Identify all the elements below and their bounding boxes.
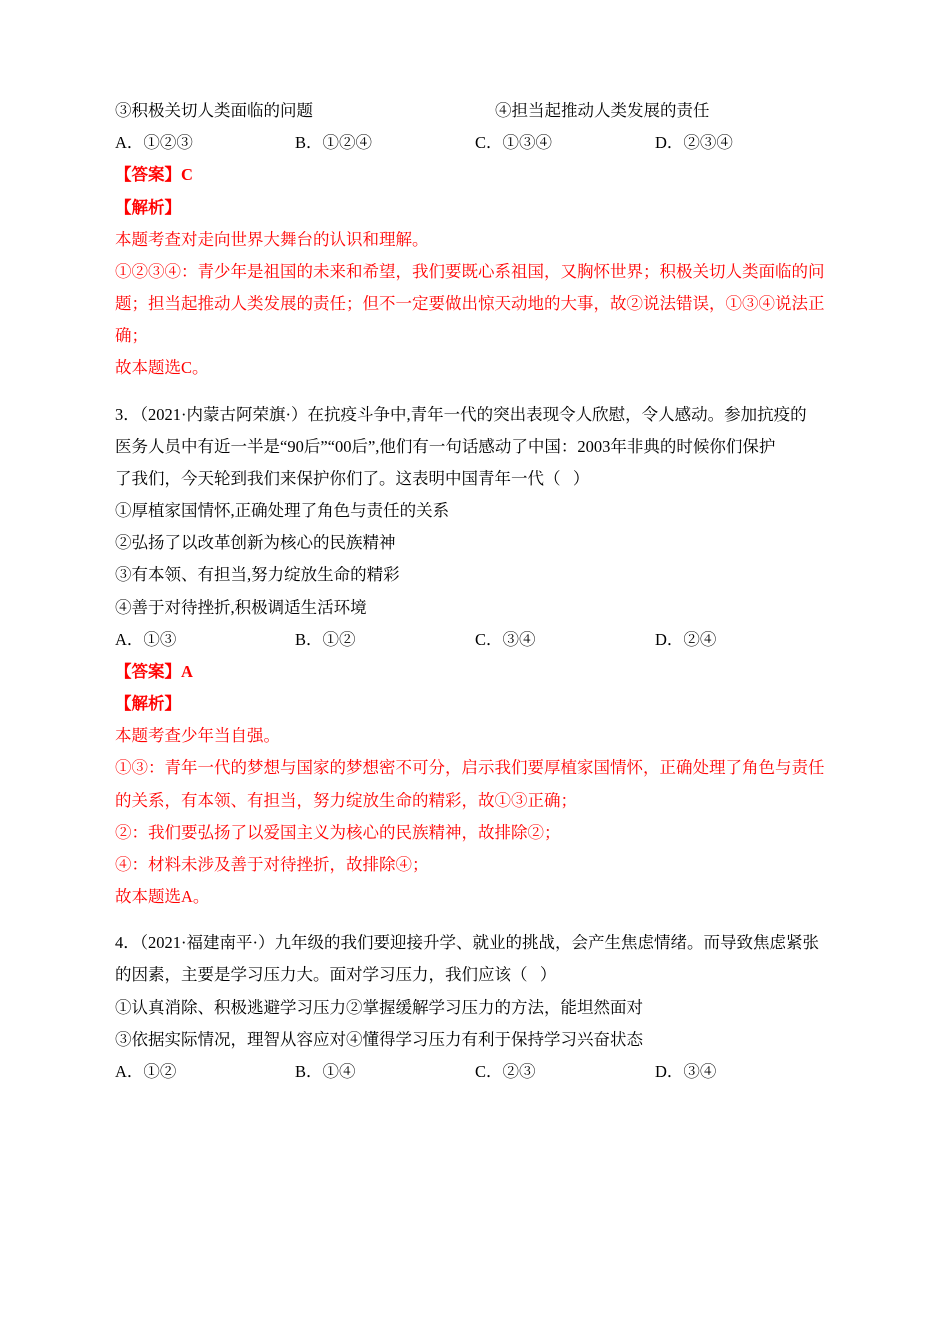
question-2-analysis-line-2: ①②③④：青少年是祖国的未来和希望，我们要既心系祖国，又胸怀世界；积极关切人类面临的问 [115, 261, 825, 281]
choice-a: A．①②③ [115, 133, 193, 153]
question-3-analysis-line-2: ①③：青年一代的梦想与国家的梦想密不可分，启示我们要厚植家国情怀，正确处理了角色与责任 [115, 758, 825, 778]
choice-c: C．③④ [475, 629, 536, 649]
question-4-items-3-4: ③依据实际情况，理智从容应对④懂得学习压力有利于保持学习兴奋状态 [115, 1029, 643, 1049]
question-3-conclusion: 故本题选A。 [115, 887, 210, 907]
document-body [115, 95, 835, 1088]
question-4 [115, 927, 835, 1088]
question-4-stem-line-1: 4．（2021·福建南平·）九年级的我们要迎接升学、就业的挑战，会产生焦虑情绪。而导致焦虑紧张 [115, 933, 819, 953]
question-2-analysis-line-1: 本题考查对走向世界大舞台的认识和理解。 [115, 229, 429, 249]
choice-c: C．②③ [475, 1061, 536, 1081]
choice-b: B．①② [295, 629, 356, 649]
question-3-analysis-line-5: ④：材料未涉及善于对待挫折，故排除④； [115, 854, 429, 874]
question-2-answer: 【答案】C [115, 165, 193, 185]
question-4-items-1-2: ①认真消除、积极逃避学习压力②掌握缓解学习压力的方法，能坦然面对 [115, 997, 643, 1017]
choice-a: A．①③ [115, 629, 177, 649]
question-3-analysis-line-3: 的关系，有本领、有担当，努力绽放生命的精彩，故①③正确； [115, 790, 577, 810]
question-3-analysis-line-1: 本题考查少年当自强。 [115, 726, 280, 746]
question-3-answer: 【答案】A [115, 661, 193, 681]
question-3-item-3: ③有本领、有担当,努力绽放生命的精彩 [115, 565, 400, 585]
question-2-choices [115, 127, 835, 159]
question-3-stem-line-3: 了我们，今天轮到我们来保护你们了。这表明中国青年一代（ ） [115, 468, 590, 488]
question-2-analysis-label: 【解析】 [115, 197, 181, 217]
question-3-item-1: ①厚植家国情怀,正确处理了角色与责任的关系 [115, 501, 450, 521]
question-2-analysis-line-4: 确； [115, 326, 148, 346]
question-3-analysis-line-4: ②：我们要弘扬了以爱国主义为核心的民族精神，故排除②； [115, 822, 561, 842]
choice-b: B．①②④ [295, 133, 373, 153]
question-4-choices [115, 1056, 835, 1088]
choice-d: D．②③④ [655, 133, 733, 153]
question-3-stem-line-1: 3．（2021·内蒙古阿荣旗·）在抗疫斗争中,青年一代的突出表现令人欣慰，令人感动。参加抗疫的 [115, 404, 807, 424]
question-3-item-4: ④善于对待挫折,积极调适生活环境 [115, 597, 367, 617]
option-item-3: ③积极关切人类面临的问题 [115, 101, 313, 120]
choice-c: C．①③④ [475, 133, 553, 153]
question-3-choices [115, 624, 835, 656]
choice-a: A．①② [115, 1061, 177, 1081]
question-3-item-2: ②弘扬了以改革创新为核心的民族精神 [115, 533, 396, 553]
question-3-analysis-label: 【解析】 [115, 694, 181, 714]
choice-d: D．②④ [655, 629, 717, 649]
question-2-option-row [115, 95, 835, 127]
question-2-analysis-line-3: 题；担当起推动人类发展的责任；但不一定要做出惊天动地的大事，故②说法错误，①③④说法正 [115, 294, 825, 314]
choice-d: D．③④ [655, 1061, 717, 1081]
option-item-4: ④担当起推动人类发展的责任 [495, 101, 710, 120]
question-2-conclusion: 故本题选C。 [115, 358, 209, 378]
question-3-stem-line-2: 医务人员中有近一半是“90后”“00后”,他们有一句话感动了中国：2003年非典的时候你们保护 [115, 436, 776, 456]
question-4-stem-line-2: 的因素，主要是学习压力大。面对学习压力，我们应该（ ） [115, 965, 557, 985]
choice-b: B．①④ [295, 1061, 356, 1081]
question-3 [115, 399, 835, 914]
